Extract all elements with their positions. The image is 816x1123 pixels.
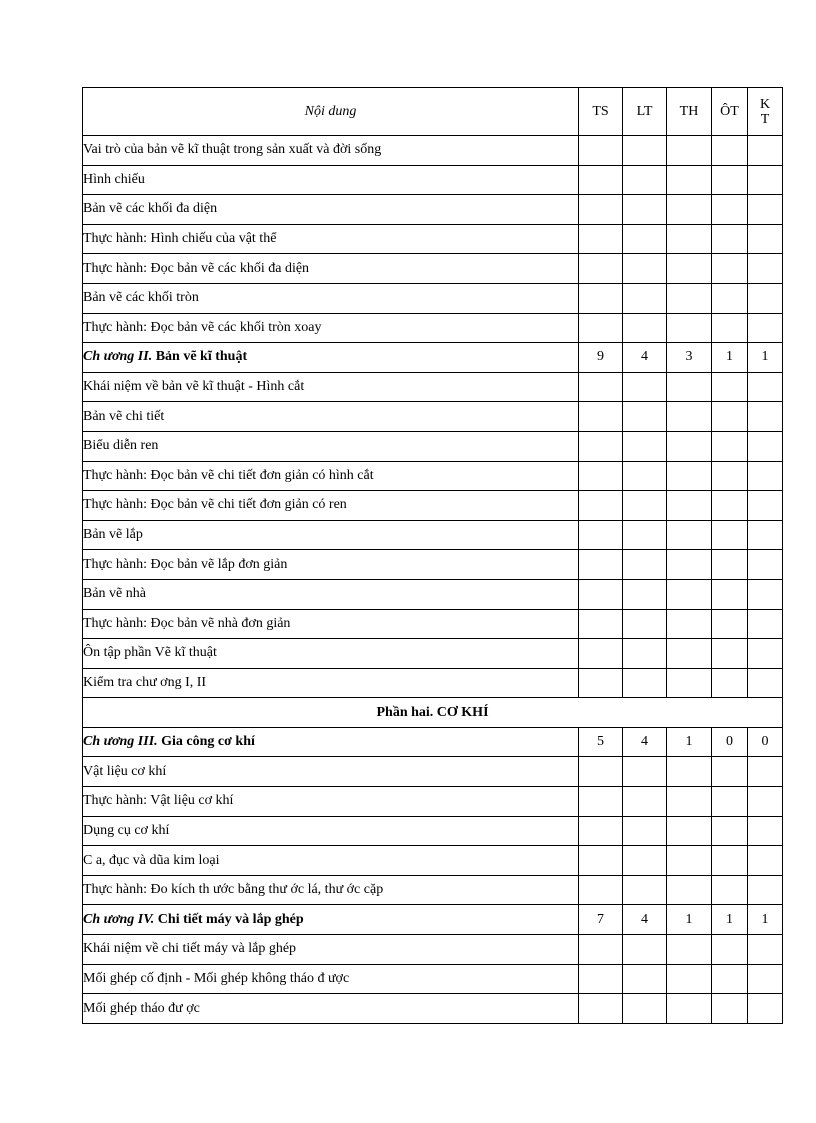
header-row [83,88,783,136]
lesson-row [83,579,783,609]
lesson-kt-cell [748,491,783,521]
lesson-title: Thực hành: Đo kích th ước bằng thư ớc lá, thư ớc cặp [83,875,579,905]
chapter-lt-value: 4 [623,905,667,935]
lesson-ts-cell [579,224,623,254]
lesson-row [83,550,783,580]
lesson-ts-cell [579,579,623,609]
lesson-kt-cell [748,224,783,254]
lesson-ot-cell [712,757,748,787]
lesson-lt-cell [623,757,667,787]
lesson-title: Dụng cụ cơ khí [83,816,579,846]
lesson-title: Thực hành: Đọc bản vẽ chi tiết đơn giản có hình cắt [83,461,579,491]
lesson-kt-cell [748,254,783,284]
lesson-lt-cell [623,846,667,876]
lesson-row [83,313,783,343]
lesson-lt-cell [623,491,667,521]
lesson-ts-cell [579,668,623,698]
lesson-lt-cell [623,935,667,965]
lesson-lt-cell [623,816,667,846]
lesson-th-cell [667,579,712,609]
lesson-ot-cell [712,579,748,609]
lesson-th-cell [667,846,712,876]
lesson-th-cell [667,254,712,284]
lesson-th-cell [667,875,712,905]
chapter-prefix: Ch ương III. [83,734,158,750]
lesson-row [83,165,783,195]
lesson-row [83,816,783,846]
lesson-ts-cell [579,550,623,580]
lesson-ts-cell [579,195,623,225]
lesson-lt-cell [623,165,667,195]
lesson-ts-cell [579,313,623,343]
header-lt: LT [623,88,667,136]
lesson-ot-cell [712,609,748,639]
lesson-kt-cell [748,165,783,195]
lesson-ot-cell [712,520,748,550]
lesson-kt-cell [748,283,783,313]
lesson-lt-cell [623,550,667,580]
lesson-th-cell [667,668,712,698]
chapter-title: Chi tiết máy và lắp ghép [154,911,304,927]
lesson-kt-cell [748,402,783,432]
chapter-ts-value: 9 [579,343,623,373]
lesson-ot-cell [712,787,748,817]
lesson-ot-cell [712,816,748,846]
lesson-title: Thực hành: Vật liệu cơ khí [83,787,579,817]
lesson-row [83,520,783,550]
lesson-ot-cell [712,461,748,491]
lesson-ot-cell [712,994,748,1024]
lesson-title: Thực hành: Hình chiếu của vật thể [83,224,579,254]
chapter-title: Bản vẽ kĩ thuật [152,349,248,365]
lesson-kt-cell [748,757,783,787]
lesson-kt-cell [748,520,783,550]
lesson-row [83,402,783,432]
lesson-ts-cell [579,283,623,313]
lesson-ot-cell [712,136,748,166]
lesson-row [83,491,783,521]
lesson-th-cell [667,964,712,994]
lesson-th-cell [667,283,712,313]
lesson-ot-cell [712,550,748,580]
lesson-ts-cell [579,757,623,787]
lesson-row [83,994,783,1024]
lesson-kt-cell [748,994,783,1024]
chapter-title-cell [83,727,579,757]
chapter-th-value: 1 [667,905,712,935]
lesson-ot-cell [712,964,748,994]
chapter-title: Gia công cơ khí [157,734,255,750]
lesson-lt-cell [623,579,667,609]
lesson-lt-cell [623,668,667,698]
lesson-title: Thực hành: Đọc bản vẽ lắp đơn giản [83,550,579,580]
lesson-title: Kiểm tra chư ơng I, II [83,668,579,698]
chapter-ot-value: 1 [712,343,748,373]
lesson-ot-cell [712,372,748,402]
lesson-row [83,846,783,876]
lesson-lt-cell [623,402,667,432]
lesson-kt-cell [748,668,783,698]
lesson-ts-cell [579,402,623,432]
lesson-ot-cell [712,224,748,254]
lesson-kt-cell [748,313,783,343]
lesson-lt-cell [623,639,667,669]
lesson-th-cell [667,136,712,166]
chapter-prefix: Ch ương IV. [83,911,155,927]
lesson-ts-cell [579,609,623,639]
lesson-title: Thực hành: Đọc bản vẽ chi tiết đơn giản có ren [83,491,579,521]
header-kt-line1: K [759,96,771,112]
chapter-row [83,905,783,935]
lesson-ts-cell [579,520,623,550]
lesson-kt-cell [748,875,783,905]
lesson-th-cell [667,402,712,432]
chapter-lt-value: 4 [623,343,667,373]
part-heading-row [83,698,783,728]
lesson-lt-cell [623,224,667,254]
lesson-th-cell [667,935,712,965]
lesson-title: Mối ghép tháo đư ợc [83,994,579,1024]
chapter-title-cell [83,905,579,935]
lesson-th-cell [667,491,712,521]
header-th: TH [667,88,712,136]
lesson-th-cell [667,372,712,402]
lesson-row [83,609,783,639]
lesson-kt-cell [748,935,783,965]
lesson-title: Bản vẽ lắp [83,520,579,550]
lesson-ts-cell [579,431,623,461]
lesson-lt-cell [623,994,667,1024]
lesson-title: Thực hành: Đọc bản vẽ nhà đơn giản [83,609,579,639]
lesson-kt-cell [748,195,783,225]
lesson-th-cell [667,165,712,195]
lesson-ts-cell [579,639,623,669]
lesson-ot-cell [712,195,748,225]
chapter-kt-value: 1 [748,343,783,373]
lesson-row [83,757,783,787]
lesson-th-cell [667,994,712,1024]
chapter-ot-value: 1 [712,905,748,935]
lesson-row [83,372,783,402]
lesson-ot-cell [712,402,748,432]
lesson-lt-cell [623,195,667,225]
chapter-kt-value: 0 [748,727,783,757]
lesson-lt-cell [623,313,667,343]
lesson-ot-cell [712,431,748,461]
header-kt [748,88,783,136]
lesson-kt-cell [748,964,783,994]
lesson-row [83,461,783,491]
lesson-ts-cell [579,372,623,402]
lesson-kt-cell [748,550,783,580]
lesson-th-cell [667,816,712,846]
lesson-lt-cell [623,136,667,166]
lesson-kt-cell [748,461,783,491]
chapter-ts-value: 7 [579,905,623,935]
chapter-row [83,727,783,757]
lesson-lt-cell [623,964,667,994]
lesson-title: Bản vẽ nhà [83,579,579,609]
lesson-ot-cell [712,935,748,965]
lesson-title: C a, đục và dũa kim loại [83,846,579,876]
lesson-title: Hình chiếu [83,165,579,195]
lesson-title: Khái niệm về chi tiết máy và lắp ghép [83,935,579,965]
lesson-row [83,254,783,284]
chapter-title-cell [83,343,579,373]
lesson-ts-cell [579,136,623,166]
lesson-th-cell [667,313,712,343]
lesson-ts-cell [579,491,623,521]
chapter-ts-value: 5 [579,727,623,757]
lesson-lt-cell [623,461,667,491]
lesson-ts-cell [579,935,623,965]
lesson-ts-cell [579,461,623,491]
lesson-title: Khái niệm về bản vẽ kĩ thuật - Hình cắt [83,372,579,402]
lesson-ot-cell [712,313,748,343]
lesson-kt-cell [748,136,783,166]
lesson-row [83,668,783,698]
lesson-lt-cell [623,520,667,550]
lesson-title: Bản vẽ các khối đa diện [83,195,579,225]
lesson-ts-cell [579,787,623,817]
lesson-lt-cell [623,372,667,402]
lesson-kt-cell [748,816,783,846]
lesson-th-cell [667,461,712,491]
lesson-title: Ôn tập phần Vẽ kĩ thuật [83,639,579,669]
lesson-ot-cell [712,668,748,698]
lesson-row [83,964,783,994]
lesson-th-cell [667,757,712,787]
lesson-ot-cell [712,491,748,521]
lesson-lt-cell [623,609,667,639]
lesson-title: Bản vẽ các khối tròn [83,283,579,313]
lesson-lt-cell [623,431,667,461]
lesson-ts-cell [579,846,623,876]
part-heading: Phần hai. CƠ KHÍ [83,698,783,728]
header-ot: ÔT [712,88,748,136]
lesson-ot-cell [712,875,748,905]
lesson-title: Vật liệu cơ khí [83,757,579,787]
lesson-th-cell [667,195,712,225]
chapter-lt-value: 4 [623,727,667,757]
lesson-lt-cell [623,283,667,313]
chapter-th-value: 1 [667,727,712,757]
lesson-ts-cell [579,875,623,905]
lesson-lt-cell [623,787,667,817]
lesson-th-cell [667,609,712,639]
lesson-lt-cell [623,254,667,284]
lesson-kt-cell [748,787,783,817]
lesson-title: Bản vẽ chi tiết [83,402,579,432]
lesson-kt-cell [748,431,783,461]
lesson-row [83,875,783,905]
lesson-row [83,195,783,225]
header-kt-line2: T [760,111,770,127]
lesson-ot-cell [712,165,748,195]
lesson-lt-cell [623,875,667,905]
lesson-row [83,283,783,313]
lesson-title: Thực hành: Đọc bản vẽ các khối tròn xoay [83,313,579,343]
lesson-th-cell [667,550,712,580]
lesson-th-cell [667,224,712,254]
lesson-row [83,224,783,254]
header-content: Nội dung [83,88,579,136]
lesson-ot-cell [712,283,748,313]
curriculum-table [82,87,783,1024]
lesson-title: Mối ghép cố định - Mối ghép không tháo đ ược [83,964,579,994]
chapter-prefix: Ch ương II. [83,349,153,365]
lesson-kt-cell [748,609,783,639]
lesson-ot-cell [712,846,748,876]
header-ts: TS [579,88,623,136]
lesson-ts-cell [579,994,623,1024]
lesson-title: Thực hành: Đọc bản vẽ các khối đa diện [83,254,579,284]
lesson-row [83,787,783,817]
lesson-th-cell [667,520,712,550]
lesson-row [83,935,783,965]
lesson-kt-cell [748,846,783,876]
lesson-kt-cell [748,579,783,609]
lesson-row [83,136,783,166]
chapter-kt-value: 1 [748,905,783,935]
lesson-ts-cell [579,165,623,195]
lesson-ts-cell [579,964,623,994]
lesson-ts-cell [579,816,623,846]
lesson-row [83,431,783,461]
lesson-title: Vai trò của bản vẽ kĩ thuật trong sản xuất và đời sống [83,136,579,166]
lesson-kt-cell [748,639,783,669]
lesson-th-cell [667,639,712,669]
chapter-row [83,343,783,373]
lesson-title: Biểu diễn ren [83,431,579,461]
lesson-ts-cell [579,254,623,284]
lesson-ot-cell [712,639,748,669]
lesson-row [83,639,783,669]
lesson-kt-cell [748,372,783,402]
chapter-th-value: 3 [667,343,712,373]
lesson-th-cell [667,431,712,461]
lesson-th-cell [667,787,712,817]
chapter-ot-value: 0 [712,727,748,757]
lesson-ot-cell [712,254,748,284]
